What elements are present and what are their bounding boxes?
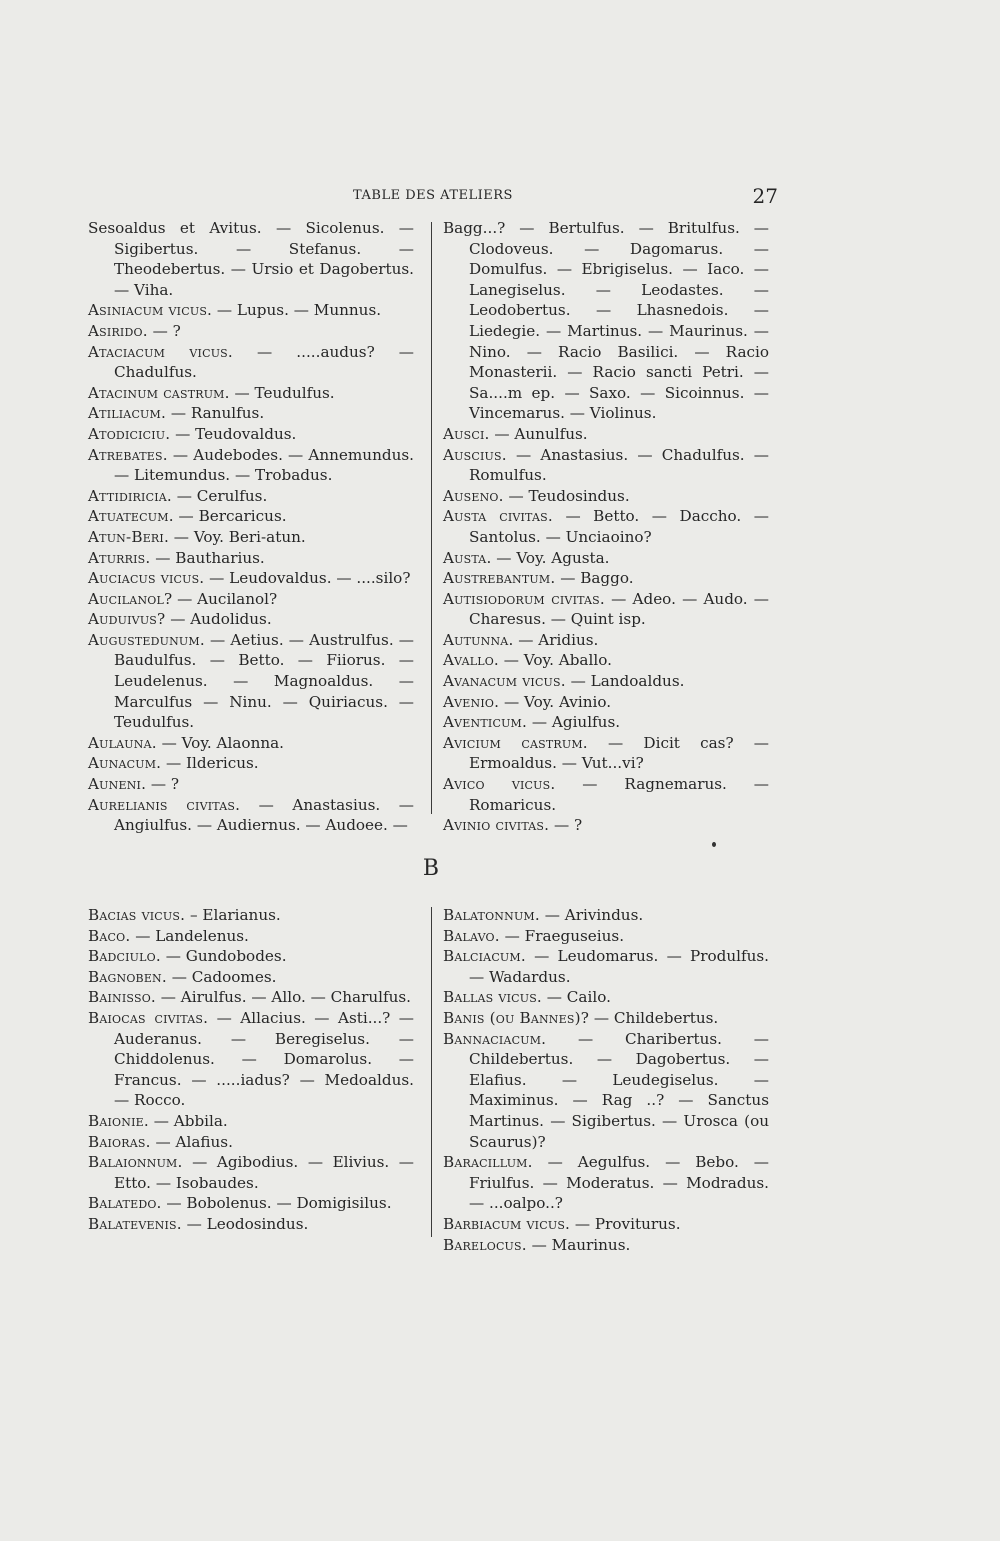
index-entry <box>443 445 769 486</box>
index-entry <box>88 1008 414 1111</box>
bottom-left-column <box>88 905 414 1235</box>
moneyer-names: — Fraeguseius. <box>499 926 625 945</box>
moneyer-names: — Arivindus. <box>539 906 644 924</box>
index-entry <box>443 486 769 507</box>
moneyer-names: — Proviturus. <box>570 1214 681 1233</box>
ink-speck <box>712 842 716 847</box>
moneyer-names: — Landelenus. <box>130 926 249 945</box>
moneyer-names: — Aegulfus. — Bebo. — Friulfus. — Moderatus. — Modradus. — ...oalpo..? <box>469 1153 769 1213</box>
index-entry <box>88 383 414 404</box>
index-entry <box>88 967 414 988</box>
mint-name: Austa. <box>443 548 492 567</box>
index-entry <box>88 506 414 527</box>
index-entry <box>88 342 414 383</box>
mint-name: Avallo. <box>443 651 499 670</box>
moneyer-names: — Abbila. <box>148 1111 228 1130</box>
moneyer-names: — ? <box>146 775 180 794</box>
mint-name: Aturris. <box>88 548 151 567</box>
mint-name: Balciacum. <box>443 947 526 966</box>
index-entry <box>88 753 414 774</box>
moneyer-names: — Airulfus. — Allo. — Charulfus. <box>155 988 411 1007</box>
mint-name: Auciacus vicus. <box>88 569 205 588</box>
moneyer-names: — Aucilanol? <box>172 589 278 608</box>
moneyer-names: — Leodosindus. <box>181 1214 309 1233</box>
index-entry <box>88 424 414 445</box>
moneyer-names: — Leudomarus. — Produlfus. — Wadardus. <box>469 947 769 986</box>
mint-name: Bainisso. <box>88 988 156 1007</box>
mint-name: Austrebantum. <box>443 569 556 588</box>
index-entry <box>443 1235 769 1256</box>
mint-name: Balatevenis. <box>88 1214 182 1233</box>
index-entry <box>443 774 769 815</box>
mint-name: Atiliacum. <box>88 404 167 423</box>
mint-name: Atrebates. <box>88 445 168 464</box>
mint-name: Baioras. <box>88 1132 151 1151</box>
index-entry <box>88 733 414 754</box>
mint-name: Attidiricia. <box>88 486 172 505</box>
top-left-column <box>88 218 414 836</box>
mint-name: Baionie. <box>88 1111 149 1130</box>
moneyer-names: — Charibertus. — Childebertus. — Dagobertus. — Elafius. — Leudegiselus. — Maximinus. — Rag ..? — Sanctus Martinus. — Sigibertus. — Urosca (ou Scaurus)? <box>469 1029 769 1151</box>
index-entry <box>443 548 769 569</box>
moneyer-names: — Anastasius. — Angiulfus. — Audiernus. — Audoee. — <box>114 795 414 835</box>
index-entry <box>88 568 414 589</box>
moneyer-names: — Allacius. — Asti...? — Auderanus. — Beregiselus. — Chiddolenus. — Domarolus. — Francus. — .....iadus? — Medoaldus. — Rocco. <box>114 1008 414 1110</box>
index-entry <box>88 403 414 424</box>
index-entry <box>88 1132 414 1153</box>
moneyer-names: — Leudovaldus. — ....silo? <box>204 569 411 588</box>
section-letter: B <box>422 856 440 881</box>
mint-name: Atun-Beri. <box>88 527 169 546</box>
mint-name: Baco. <box>88 926 131 945</box>
moneyer-names: — Teudosindus. <box>503 486 630 505</box>
moneyer-names: — Ranulfus. <box>166 404 265 423</box>
index-entry <box>443 987 769 1008</box>
moneyer-names: — Voy. Alaonna. <box>156 733 285 752</box>
moneyer-names: — .....audus? — Chadulfus. <box>114 342 414 382</box>
index-entry <box>88 1152 414 1193</box>
mint-name: Balavo. <box>443 926 500 945</box>
moneyer-names: — Ildericus. <box>161 754 259 773</box>
index-entry <box>443 218 769 424</box>
page-number: 27 <box>752 184 778 208</box>
index-entry <box>88 946 414 967</box>
mint-name: Avico vicus. <box>443 775 556 794</box>
moneyer-names: — Audolidus. <box>165 610 272 629</box>
mint-name: Auneni. <box>88 775 147 794</box>
bottom-right-column <box>443 905 769 1255</box>
moneyer-names: — Cailo. <box>541 988 611 1007</box>
index-entry <box>88 445 414 486</box>
index-entry <box>88 218 414 300</box>
mint-name: Aunacum. <box>88 754 162 773</box>
mint-name: Atacinum castrum. <box>88 383 230 402</box>
mint-name: Bagnoben. <box>88 967 167 986</box>
moneyer-names: — Cerulfus. <box>171 486 268 505</box>
index-entry <box>88 589 414 610</box>
mint-name: Avinio civitas. <box>443 816 550 835</box>
index-entry <box>443 733 769 774</box>
index-entry <box>443 946 769 987</box>
mint-name: Avanacum vicus. <box>443 672 566 691</box>
mint-name: Augustedunum. <box>88 630 205 649</box>
moneyer-names: — Voy. Agusta. <box>491 548 610 567</box>
index-entry <box>443 568 769 589</box>
index-entry <box>443 1029 769 1153</box>
index-entry <box>443 815 769 836</box>
moneyer-names: — Aridius. <box>513 630 599 649</box>
index-entry <box>443 1152 769 1214</box>
index-entry <box>443 712 769 733</box>
index-entry <box>88 609 414 630</box>
moneyer-names: — Agiulfus. <box>527 713 621 732</box>
index-entry <box>88 1214 414 1235</box>
mint-name: Atodiciciu. <box>88 424 171 443</box>
mint-name: Balatonnum. <box>443 906 540 924</box>
index-entry <box>443 1214 769 1235</box>
moneyer-names: — Gundobodes. <box>160 947 287 966</box>
moneyer-names: — Baggo. <box>555 569 634 588</box>
moneyer-names: Sesoaldus et Avitus. — Sicolenus. — Sigibertus. — Stefanus. — Theodebertus. — Ursio et Dagobertus. — Viha. <box>88 219 414 299</box>
moneyer-names: — Aetius. — Austrulfus. — Baudulfus. — Betto. — Fiiorus. — Leudelenus. — Magnoaldus. — Marculfus — Ninu. — Quiriacus. — Teudulfus. <box>114 630 414 732</box>
moneyer-names: — Agibodius. — Elivius. — Etto. — Isobaudes. <box>114 1153 414 1192</box>
index-entry <box>443 926 769 947</box>
mint-name: Ballas vicus. <box>443 988 542 1007</box>
moneyer-names: — Childebertus. <box>589 1008 719 1027</box>
moneyer-names: — Voy. Avinio. <box>499 692 612 711</box>
index-entry <box>443 506 769 547</box>
index-entry <box>88 630 414 733</box>
index-entry <box>88 774 414 795</box>
running-head <box>88 186 778 208</box>
index-entry <box>88 527 414 548</box>
mint-name: Austa civitas. <box>443 507 553 526</box>
moneyer-names: – Elarianus. <box>185 906 281 924</box>
moneyer-names: — Teudulfus. <box>229 383 335 402</box>
moneyer-names: — Ragnemarus. — Romaricus. <box>469 775 769 814</box>
index-entry <box>443 671 769 692</box>
moneyer-names: — Aunulfus. <box>489 424 588 443</box>
mint-name: Ataciacum vicus. <box>88 342 233 361</box>
mint-name: Autunna. <box>443 630 514 649</box>
index-entry <box>88 300 414 321</box>
index-entry <box>443 692 769 713</box>
moneyer-names: — Maurinus. <box>526 1235 631 1254</box>
mint-name: Aulauna. <box>88 733 157 752</box>
moneyer-names: — Alafius. <box>150 1132 233 1151</box>
moneyer-names: — Cadoomes. <box>166 967 277 986</box>
moneyer-names: — Audebodes. — Annemundus. — Litemundus. — Trobadus. <box>114 445 414 485</box>
moneyer-names: — Voy. Beri-atun. <box>168 527 306 546</box>
mint-name: Aurelianis civitas. <box>88 795 241 814</box>
index-entry <box>443 589 769 630</box>
moneyer-names: — Dicit cas? — Ermoaldus. — Vut...vi? <box>469 733 769 773</box>
mint-name: Aventicum. <box>443 713 528 732</box>
mint-name: Auscius. <box>443 445 507 464</box>
mint-name: Atuatecum. <box>88 507 174 526</box>
index-entry <box>88 1193 414 1214</box>
mint-name: Baiocas civitas. <box>88 1008 209 1027</box>
index-entry <box>88 1111 414 1132</box>
moneyer-names: — Lupus. — Munnus. <box>212 301 382 320</box>
running-title: TABLE DES ATELIERS <box>353 188 513 203</box>
mint-name: Balatedo. <box>88 1194 162 1213</box>
moneyer-names: — Voy. Aballo. <box>498 651 612 670</box>
moneyer-names: — Anastasius. — Chadulfus. — Romulfus. <box>469 445 769 485</box>
moneyer-names: — Teudovaldus. <box>170 424 297 443</box>
index-entry <box>443 424 769 445</box>
index-entry <box>88 548 414 569</box>
mint-name: Auduivus? <box>88 610 166 629</box>
moneyer-names: — Landoaldus. <box>565 672 685 691</box>
mint-name: Ausci. <box>443 424 490 443</box>
mint-name: Avenio. <box>443 692 500 711</box>
index-entry <box>443 650 769 671</box>
index-entry <box>88 987 414 1008</box>
mint-name: Bannaciacum. <box>443 1029 547 1048</box>
index-entry <box>88 486 414 507</box>
moneyer-names: — ? <box>549 816 583 835</box>
moneyer-names: — Betto. — Daccho. — Santolus. — Unciaoino? <box>469 507 769 546</box>
mint-name: Barbiacum vicus. <box>443 1214 571 1233</box>
top-right-column <box>443 218 769 836</box>
mint-name: Barelocus. <box>443 1235 527 1254</box>
moneyer-names: — Bercaricus. <box>173 507 287 526</box>
mint-name: Autisiodorum civitas. <box>443 589 605 608</box>
mint-name: Bacias vicus. <box>88 906 186 924</box>
column-divider <box>431 222 432 814</box>
moneyer-names: — ? <box>147 321 181 340</box>
index-entry <box>443 630 769 651</box>
mint-name: Auseno. <box>443 486 504 505</box>
mint-name: Asiniacum vicus. <box>88 301 213 320</box>
moneyer-names: — Adeo. — Audo. — Charesus. — Quint isp. <box>469 589 769 629</box>
mint-name: Banis (ou Bannes)? <box>443 1008 590 1027</box>
mint-name: Aucilanol? <box>88 589 173 608</box>
index-entry <box>443 905 769 926</box>
mint-name: Asirido. <box>88 321 148 340</box>
index-entry <box>88 795 414 836</box>
index-entry <box>88 905 414 926</box>
moneyer-names: — Bobolenus. — Domigisilus. <box>161 1194 392 1213</box>
mint-name: Balaionnum. <box>88 1153 183 1172</box>
mint-name: Badciulo. <box>88 947 161 966</box>
index-entry <box>88 321 414 342</box>
index-entry <box>88 926 414 947</box>
index-entry <box>443 1008 769 1029</box>
column-divider <box>431 907 432 1237</box>
moneyer-names: Bagg...? — Bertulfus. — Britulfus. — Clodoveus. — Dagomarus. — Domulfus. — Ebrigiselus. — Iaco. — Lanegiselus. — Leodastes. — Leodobertus. — Lhasnedois. — Liedegie. — Martinus. — Maurinus. — Nino. — Racio Basilici. — Racio Monasterii. — Racio sancti Petri. — Sa....m ep. — Saxo. — Sicoinnus. — Vincemarus. — Violinus. <box>443 219 769 423</box>
mint-name: Avicium castrum. <box>443 733 588 752</box>
moneyer-names: — Bautharius. <box>150 548 265 567</box>
mint-name: Baracillum. <box>443 1153 533 1172</box>
